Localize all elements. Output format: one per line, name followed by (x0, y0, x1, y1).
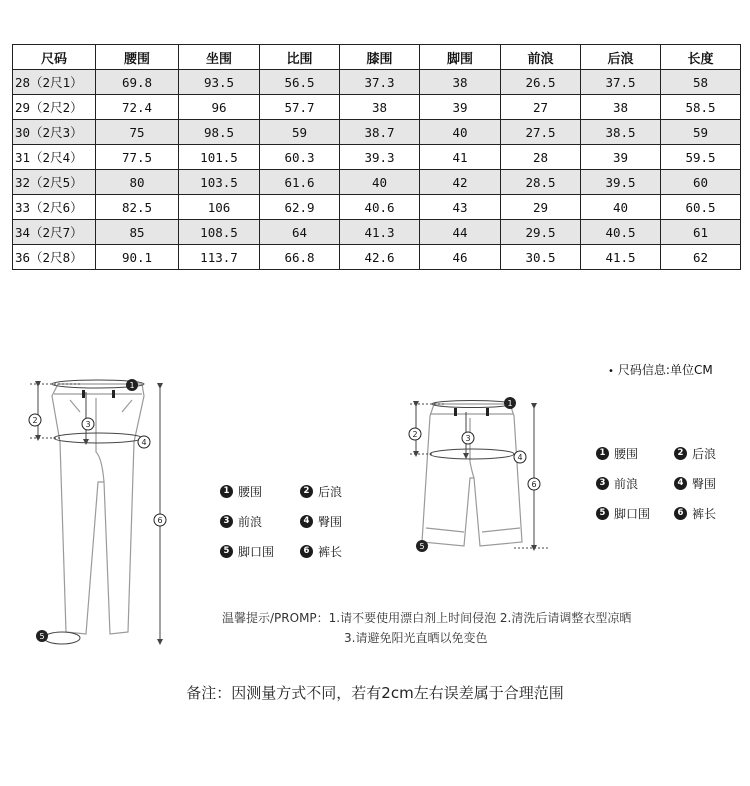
size-cell: 28（2尺1） (13, 70, 96, 95)
measurement-cell: 58.5 (661, 95, 741, 120)
measurement-remark: 备注：因测量方式不同，若有2cm左右误差属于合理范围 (186, 684, 564, 702)
marker-label: 5 (419, 542, 425, 551)
number-3-icon: 3 (596, 477, 609, 490)
column-header: 长度 (661, 45, 741, 70)
column-header: 腰围 (96, 45, 179, 70)
measurement-cell: 40 (420, 120, 501, 145)
marker-label: 6 (157, 516, 163, 525)
measurement-cell: 82.5 (96, 195, 179, 220)
size-cell: 29（2尺2） (13, 95, 96, 120)
marker-label: 3 (465, 434, 471, 443)
measurement-cell: 39.5 (581, 170, 661, 195)
measurement-cell: 40.5 (581, 220, 661, 245)
marker-label: 2 (412, 430, 418, 439)
marker-label: 3 (85, 420, 91, 429)
care-tips (222, 608, 742, 648)
table-row (13, 120, 741, 145)
size-chart-table (12, 44, 741, 270)
measurement-cell: 38 (340, 95, 420, 120)
marker-label: 4 (517, 453, 523, 462)
measurement-cell: 29 (501, 195, 581, 220)
measurement-cell: 113.7 (179, 245, 260, 270)
size-cell: 36（2尺8） (13, 245, 96, 270)
measurement-cell: 98.5 (179, 120, 260, 145)
measurement-cell: 39 (420, 95, 501, 120)
measurement-cell: 60 (661, 170, 741, 195)
number-4-icon: 4 (674, 477, 687, 490)
table-row (13, 195, 741, 220)
measurement-cell: 41 (420, 145, 501, 170)
marker-label: 1 (507, 399, 513, 408)
measurement-cell: 64 (260, 220, 340, 245)
unit-note: • 尺码信息:单位CM (608, 363, 713, 377)
measurement-cell: 85 (96, 220, 179, 245)
measurement-cell: 41.5 (581, 245, 661, 270)
long-pants-diagram (20, 372, 200, 652)
measurement-cell: 59 (260, 120, 340, 145)
measurement-cell: 101.5 (179, 145, 260, 170)
column-header: 尺码 (13, 45, 96, 70)
measurement-cell: 38 (420, 70, 501, 95)
column-header: 前浪 (501, 45, 581, 70)
table-row (13, 170, 741, 195)
size-cell: 33（2尺6） (13, 195, 96, 220)
marker-label: 1 (129, 381, 135, 390)
column-header: 后浪 (581, 45, 661, 70)
table-header-row (13, 45, 741, 70)
measurement-cell: 46 (420, 245, 501, 270)
table-row (13, 245, 741, 270)
care-tip-line-2: 3.请避免阳光直晒以免变色 (344, 631, 488, 645)
measurement-cell: 27.5 (501, 120, 581, 145)
measurement-cell: 28.5 (501, 170, 581, 195)
measurement-cell: 39 (581, 145, 661, 170)
measurement-cell: 59 (661, 120, 741, 145)
measurement-cell: 29.5 (501, 220, 581, 245)
measurement-cell: 69.8 (96, 70, 179, 95)
marker-label: 2 (32, 416, 38, 425)
table-row (13, 220, 741, 245)
legend-left: 1 腰围 2 后浪 3 前浪 4 臀围 5 脚口围 6 裤长 (220, 476, 342, 566)
measurement-cell: 37.3 (340, 70, 420, 95)
measurement-cell: 58 (661, 70, 741, 95)
measurement-cell: 37.5 (581, 70, 661, 95)
measurement-cell: 96 (179, 95, 260, 120)
column-header: 坐围 (179, 45, 260, 70)
marker-label: 4 (141, 438, 147, 447)
measurement-cell: 77.5 (96, 145, 179, 170)
size-cell: 30（2尺3） (13, 120, 96, 145)
size-cell: 32（2尺5） (13, 170, 96, 195)
measurement-cell: 27 (501, 95, 581, 120)
marker-label: 6 (531, 480, 537, 489)
measurement-cell: 38.7 (340, 120, 420, 145)
measurement-cell: 41.3 (340, 220, 420, 245)
number-1-icon: 1 (220, 485, 233, 498)
measurement-cell: 28 (501, 145, 581, 170)
column-header: 比围 (260, 45, 340, 70)
measurement-cell: 103.5 (179, 170, 260, 195)
measurement-cell: 26.5 (501, 70, 581, 95)
measurement-cell: 108.5 (179, 220, 260, 245)
measurement-cell: 60.3 (260, 145, 340, 170)
marker-label: 5 (39, 632, 45, 641)
measurement-cell: 62 (661, 245, 741, 270)
measurement-cell: 38.5 (581, 120, 661, 145)
measurement-cell: 43 (420, 195, 501, 220)
measurement-cell: 57.7 (260, 95, 340, 120)
measurement-cell: 42.6 (340, 245, 420, 270)
number-2-icon: 2 (674, 447, 687, 460)
number-4-icon: 4 (300, 515, 313, 528)
measurement-cell: 106 (179, 195, 260, 220)
column-header: 膝围 (340, 45, 420, 70)
measurement-cell: 90.1 (96, 245, 179, 270)
number-6-icon: 6 (300, 545, 313, 558)
measurement-cell: 62.9 (260, 195, 340, 220)
measurement-cell: 61.6 (260, 170, 340, 195)
care-tip-line-1: 温馨提示/PROMP：1.请不要使用漂白剂上时间侵泡 2.清洗后请调整衣型凉晒 (222, 611, 632, 625)
measurement-cell: 61 (661, 220, 741, 245)
size-cell: 34（2尺7） (13, 220, 96, 245)
measurement-cell: 60.5 (661, 195, 741, 220)
number-5-icon: 5 (220, 545, 233, 558)
number-6-icon: 6 (674, 507, 687, 520)
table-row (13, 145, 741, 170)
measurement-cell: 59.5 (661, 145, 741, 170)
table-row (13, 70, 741, 95)
size-cell: 31（2尺4） (13, 145, 96, 170)
measurement-cell: 40 (340, 170, 420, 195)
measurement-cell: 44 (420, 220, 501, 245)
legend-right: 1 腰围 2 后浪 3 前浪 4 臀围 5 脚口围 6 裤长 (596, 438, 716, 528)
shorts-diagram (404, 392, 554, 562)
table-row (13, 95, 741, 120)
measurement-cell: 56.5 (260, 70, 340, 95)
measurement-cell: 40.6 (340, 195, 420, 220)
measurement-cell: 30.5 (501, 245, 581, 270)
measurement-cell: 40 (581, 195, 661, 220)
measurement-cell: 80 (96, 170, 179, 195)
measurement-cell: 39.3 (340, 145, 420, 170)
measurement-cell: 66.8 (260, 245, 340, 270)
number-5-icon: 5 (596, 507, 609, 520)
bullet-icon: • (608, 366, 614, 377)
measurement-cell: 75 (96, 120, 179, 145)
measurement-cell: 72.4 (96, 95, 179, 120)
measurement-cell: 42 (420, 170, 501, 195)
number-2-icon: 2 (300, 485, 313, 498)
number-1-icon: 1 (596, 447, 609, 460)
column-header: 脚围 (420, 45, 501, 70)
number-3-icon: 3 (220, 515, 233, 528)
measurement-cell: 93.5 (179, 70, 260, 95)
measurement-cell: 38 (581, 95, 661, 120)
